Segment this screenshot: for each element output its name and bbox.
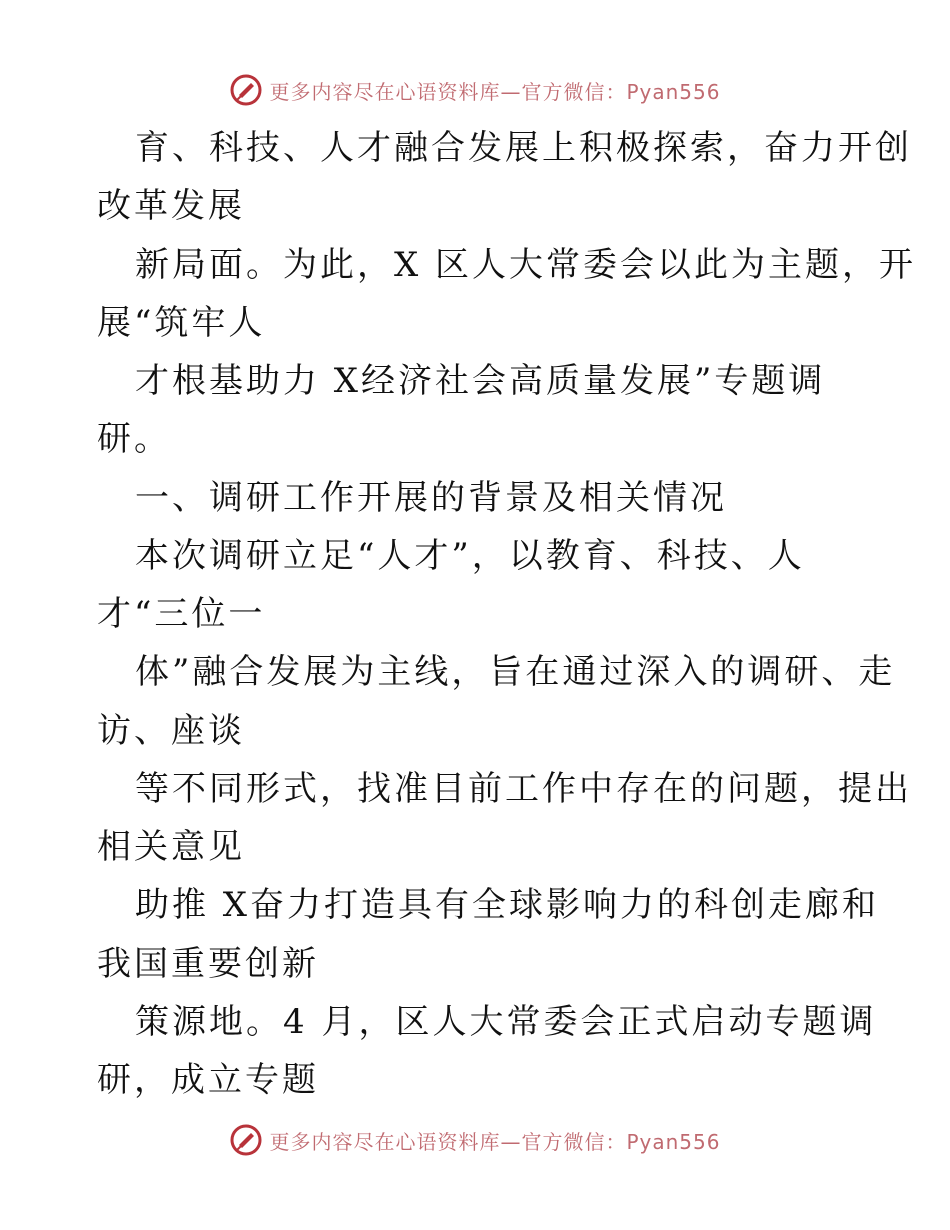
text-line: 助推 X奋力打造具有全球影响力的科创走廊和	[135, 885, 880, 925]
watermark-header	[0, 70, 950, 110]
text-line: 新局面。为此，X 区人大常委会以此为主题，开	[135, 245, 917, 285]
text-line: 育、科技、人才融合发展上积极探索，奋力开创	[135, 128, 912, 168]
text-line: 体”融合发展为主线，旨在通过深入的调研、走	[135, 652, 896, 692]
text-line: 研。	[97, 419, 171, 459]
text-line: 本次调研立足“人才”，以教育、科技、人	[135, 536, 805, 576]
section-heading: 一、调研工作开展的背景及相关情况	[135, 478, 727, 518]
text-line: 等不同形式，找准目前工作中存在的问题，提出	[135, 769, 912, 809]
text-line: 访、座谈	[97, 711, 245, 751]
watermark-text: 更多内容尽在心语资料库—官方微信：Pyan556	[269, 1129, 721, 1154]
text-line: 研，成立专题	[97, 1060, 319, 1100]
text-line: 才“三位一	[97, 594, 266, 634]
watermark-footer	[0, 1120, 950, 1160]
watermark-text: 更多内容尽在心语资料库—官方微信：Pyan556	[269, 79, 721, 104]
text-line: 策源地。4 月，区人大常委会正式启动专题调	[135, 1002, 877, 1042]
logo-icon	[229, 1123, 263, 1157]
text-line: 改革发展	[97, 186, 245, 226]
logo-icon	[229, 73, 263, 107]
text-line: 相关意见	[97, 827, 245, 867]
text-line: 展“筑牢人	[97, 303, 266, 343]
text-line: 才根基助力 X经济社会高质量发展”专题调	[135, 361, 826, 401]
text-line: 我国重要创新	[97, 944, 319, 984]
